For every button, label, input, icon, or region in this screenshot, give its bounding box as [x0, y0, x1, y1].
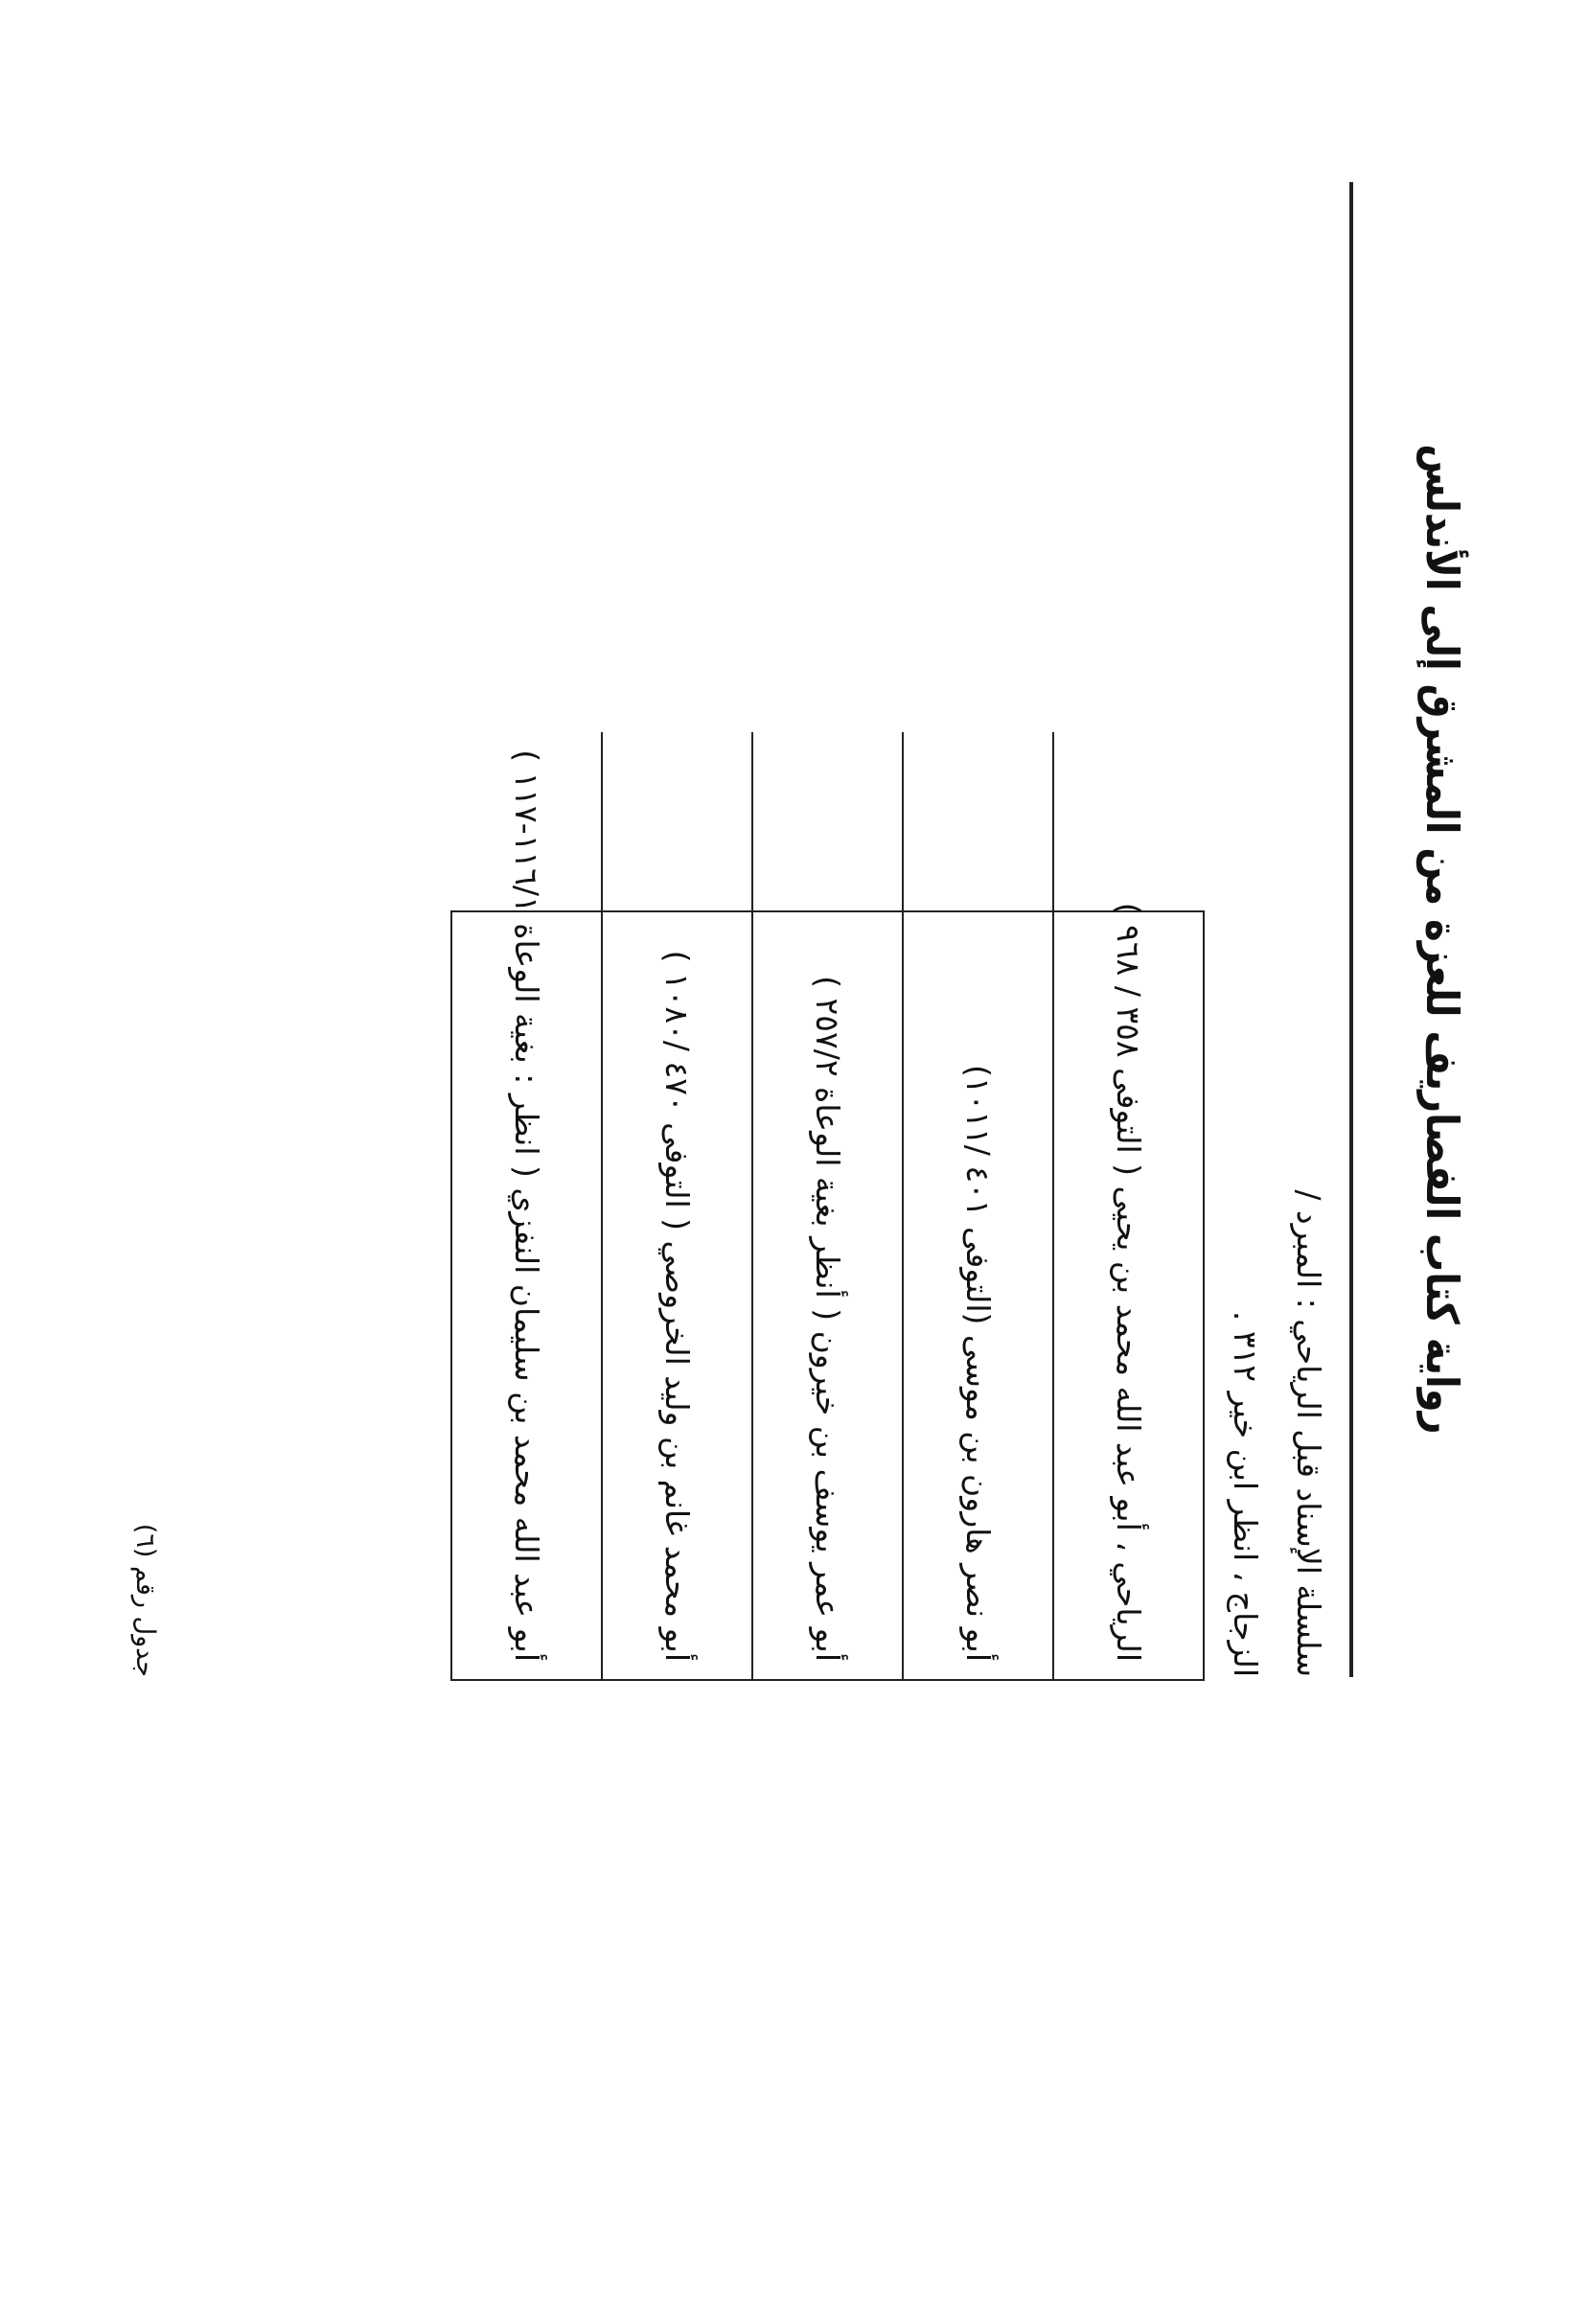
table-row: [1053, 732, 1203, 1679]
table-cell: أبو نصر هارون بن موسى (التوفى ٤٠١ /١٠١١): [903, 732, 1053, 1679]
table-cell: الرياحي ، أبو عبد الله محمد بن يحيى ( التوفى ٣٥٨ / ٩٦٨ ): [1053, 732, 1203, 1679]
table-cell: أبو عبد الله محمد بن سليمان النفزي ( انظر : بغية الوعاة ١١٦/١-١١٧ ): [508, 749, 545, 1662]
isnad-note-line-2: الزجاج ، انظر ابن خير ٣١٢ .: [1227, 1310, 1264, 1677]
table-row: [602, 732, 752, 1679]
page-title: رواية كتاب الفصاريف للعزة من المشرق إلى الأندلس: [1415, 444, 1467, 1435]
table-cell: أبو عمر يوسف بن خيرون ( أنظر بغية الوعاة ٢٥٧/٢ ): [752, 732, 903, 1679]
table-row: [903, 732, 1053, 1679]
transmission-chain-table: [450, 749, 1205, 1681]
isnad-note-line-1: سلسلة الإسناد قبل الرياحي : المبرد /: [1290, 1189, 1327, 1677]
isnad-note-row: [1201, 182, 1353, 1677]
table-row: [752, 732, 903, 1679]
isnad-note: [1213, 987, 1340, 1677]
table-row: [452, 732, 602, 1679]
table-cell: أبو محمد غانم بن وليد الخروصي ( التوفى ٤٧٠ /١٠٨٠ ): [602, 732, 752, 1679]
table-caption: جدول رقم (٦): [130, 1523, 160, 1677]
